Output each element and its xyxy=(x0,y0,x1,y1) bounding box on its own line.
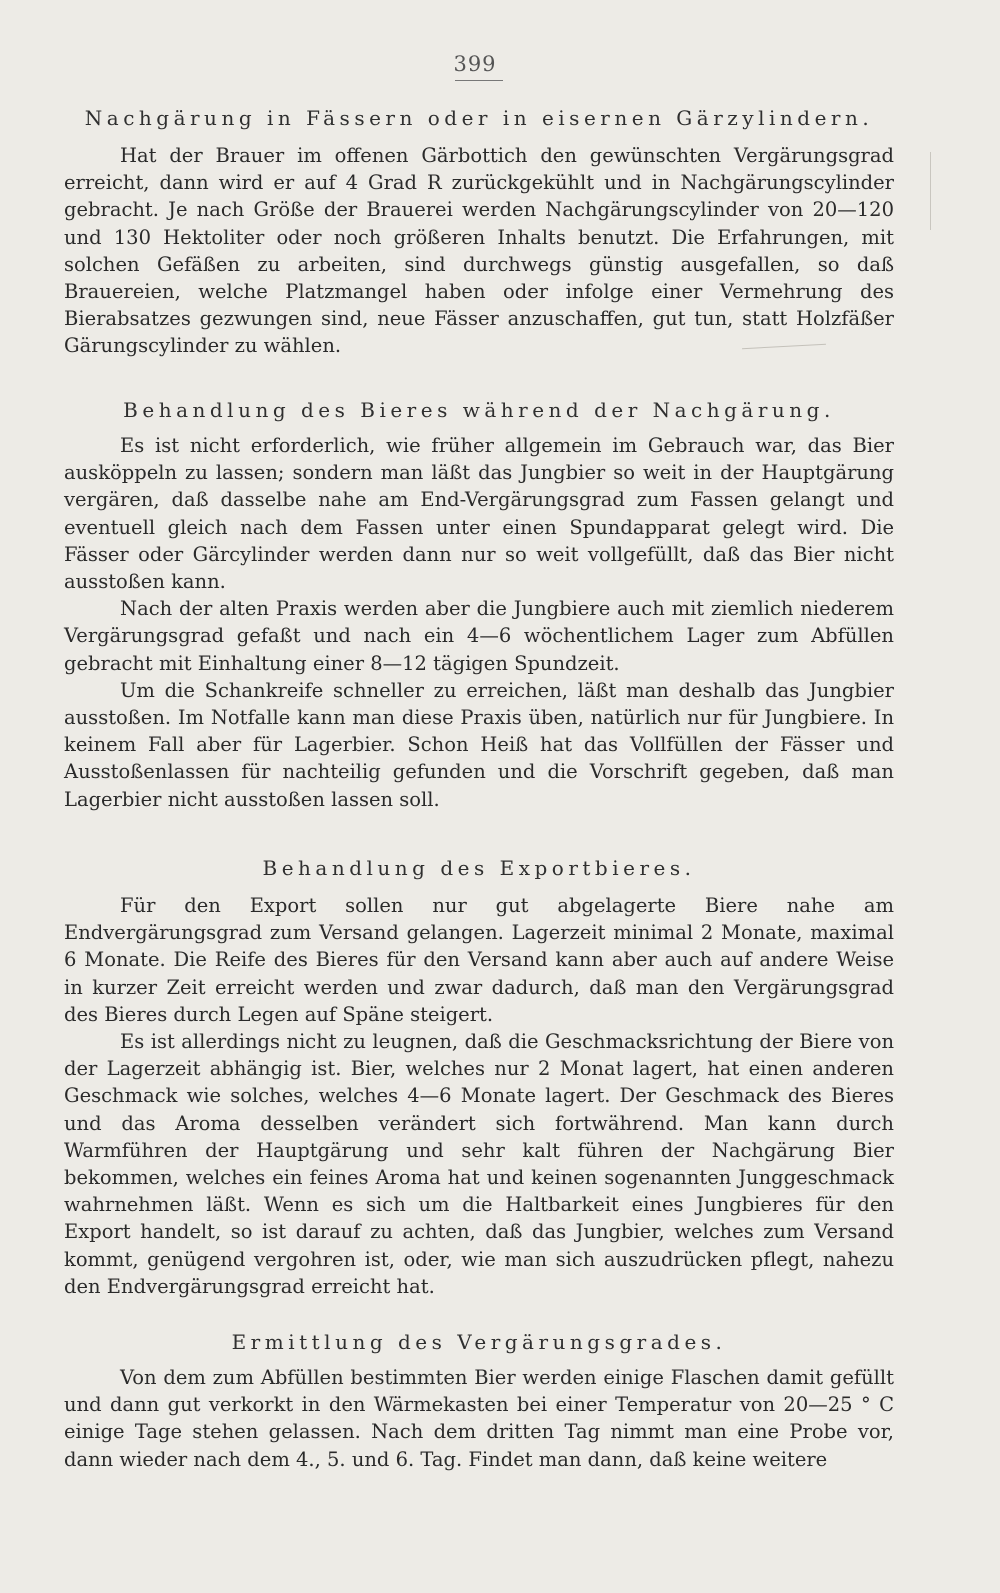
paragraph: Hat der Brauer im offenen Gärbottich den gewünschten Vergärungsgrad erreicht, dann wird er auf 4 Grad R zurückgekühlt und in Nachgärungscylinder gebracht. Je nach Größe der Brauerei werden Nachgärungscylinder von 20—120 und 130 Hektoliter oder noch größeren Inhalts benutzt. Die Erfahrungen, mit solchen Gefäßen zu arbeiten, sind durchwegs günstig ausgefallen, so daß Brauereien, welche Platzmangel haben oder infolge einer Vermehrung des Bierabsatzes gezwungen sind, neue Fässer anzuschaffen, gut tun, statt Holzfäßer Gärungscylinder zu wählen. xyxy=(64,144,894,358)
section-heading-4: Ermittlung des Vergärungsgrades. xyxy=(231,1330,727,1354)
section-body-2 xyxy=(64,432,894,813)
paragraph: Von dem zum Abfüllen bestimmten Bier werden einige Flaschen damit gefüllt und dann gut verkorkt in den Wärmekasten bei einer Temperatur von 20—25 ° C einige Tage stehen gelassen. Nach dem dritten Tag nimmt man eine Probe vor, dann wieder nach dem 4., 5. und 6. Tag. Findet man dann, daß keine weitere xyxy=(64,1366,894,1471)
paragraph: Um die Schankreife schneller zu erreichen, läßt man deshalb das Jungbier ausstoßen. Im Notfalle kann man diese Praxis üben, natürlich nur für Jungbiere. In keinem Fall aber für Lagerbier. Schon Heiß hat das Vollfüllen der Fässer und Ausstoßenlassen für nachteilig gefunden und die Vorschrift gegeben, daß man Lagerbier nicht ausstoßen lassen soll. xyxy=(64,678,894,811)
section-heading-3: Behandlung des Exportbieres. xyxy=(262,856,696,880)
section-body-1 xyxy=(64,142,894,360)
paragraph: Für den Export sollen nur gut abgelagerte Biere nahe am Endvergärungsgrad zum Versand gelangen. Lagerzeit minimal 2 Monate, maximal 6 Monate. Die Reife des Bieres für den Versand kann aber auch auf andere Weise in kurzer Zeit erreicht werden und zwar dadurch, daß man den Vergärungsgrad des Bieres durch Legen auf Späne steigert. xyxy=(64,894,894,1026)
section-heading-1: Nachgärung in Fässern oder in eisernen Gärzylindern. xyxy=(84,106,874,130)
paragraph: Es ist allerdings nicht zu leugnen, daß die Geschmacksrichtung der Biere von der Lagerzeit abhängig ist. Bier, welches nur 2 Monat lagert, hat einen anderen Geschmack wie solches, welches 4—6 Monate lagert. Der Geschmack des Bieres und das Aroma desselben verändert sich fortwährend. Man kann durch Warmführen der Hauptgärung und sehr kalt führen der Nachgärung Bier bekommen, welches ein feines Aroma hat und keinen sogenannten Junggeschmack wahrnehmen läßt. Wenn es sich um die Haltbarkeit eines Jungbieres für den Export handelt, so ist darauf zu achten, daß das Jungbier, welches zum Versand kommt, genügend vergohren ist, oder, wie man sich auszudrücken pflegt, nahezu den Endvergärungsgrad erreicht hat. xyxy=(64,1030,894,1298)
page-number: 399 xyxy=(453,52,497,76)
paragraph: Nach der alten Praxis werden aber die Jungbiere auch mit ziemlich niederem Vergärungsgrad gefaßt und nach ein 4—6 wöchentlichem Lager zum Abfüllen gebracht mit Einhaltung einer 8—12 tägigen Spundzeit. xyxy=(64,597,894,675)
paragraph: Es ist nicht erforderlich, wie früher allgemein im Gebrauch war, das Bier ausköppeln zu lassen; sondern man läßt das Jungbier so weit in der Hauptgärung vergären, daß dasselbe nahe am End-Vergärungsgrad zum Fassen gelangt und eventuell gleich nach dem Fassen unter einen Spundapparat gelegt wird. Die Fässer oder Gärcylinder werden dann nur so weit vollgefüllt, daß das Bier nicht ausstoßen kann. xyxy=(64,434,894,594)
section-body-3 xyxy=(64,892,894,1300)
margin-mark xyxy=(930,152,931,230)
page-number-rule xyxy=(455,80,503,81)
section-body-4 xyxy=(64,1364,894,1473)
section-heading-2: Behandlung des Bieres während der Nachgärung. xyxy=(123,398,835,422)
